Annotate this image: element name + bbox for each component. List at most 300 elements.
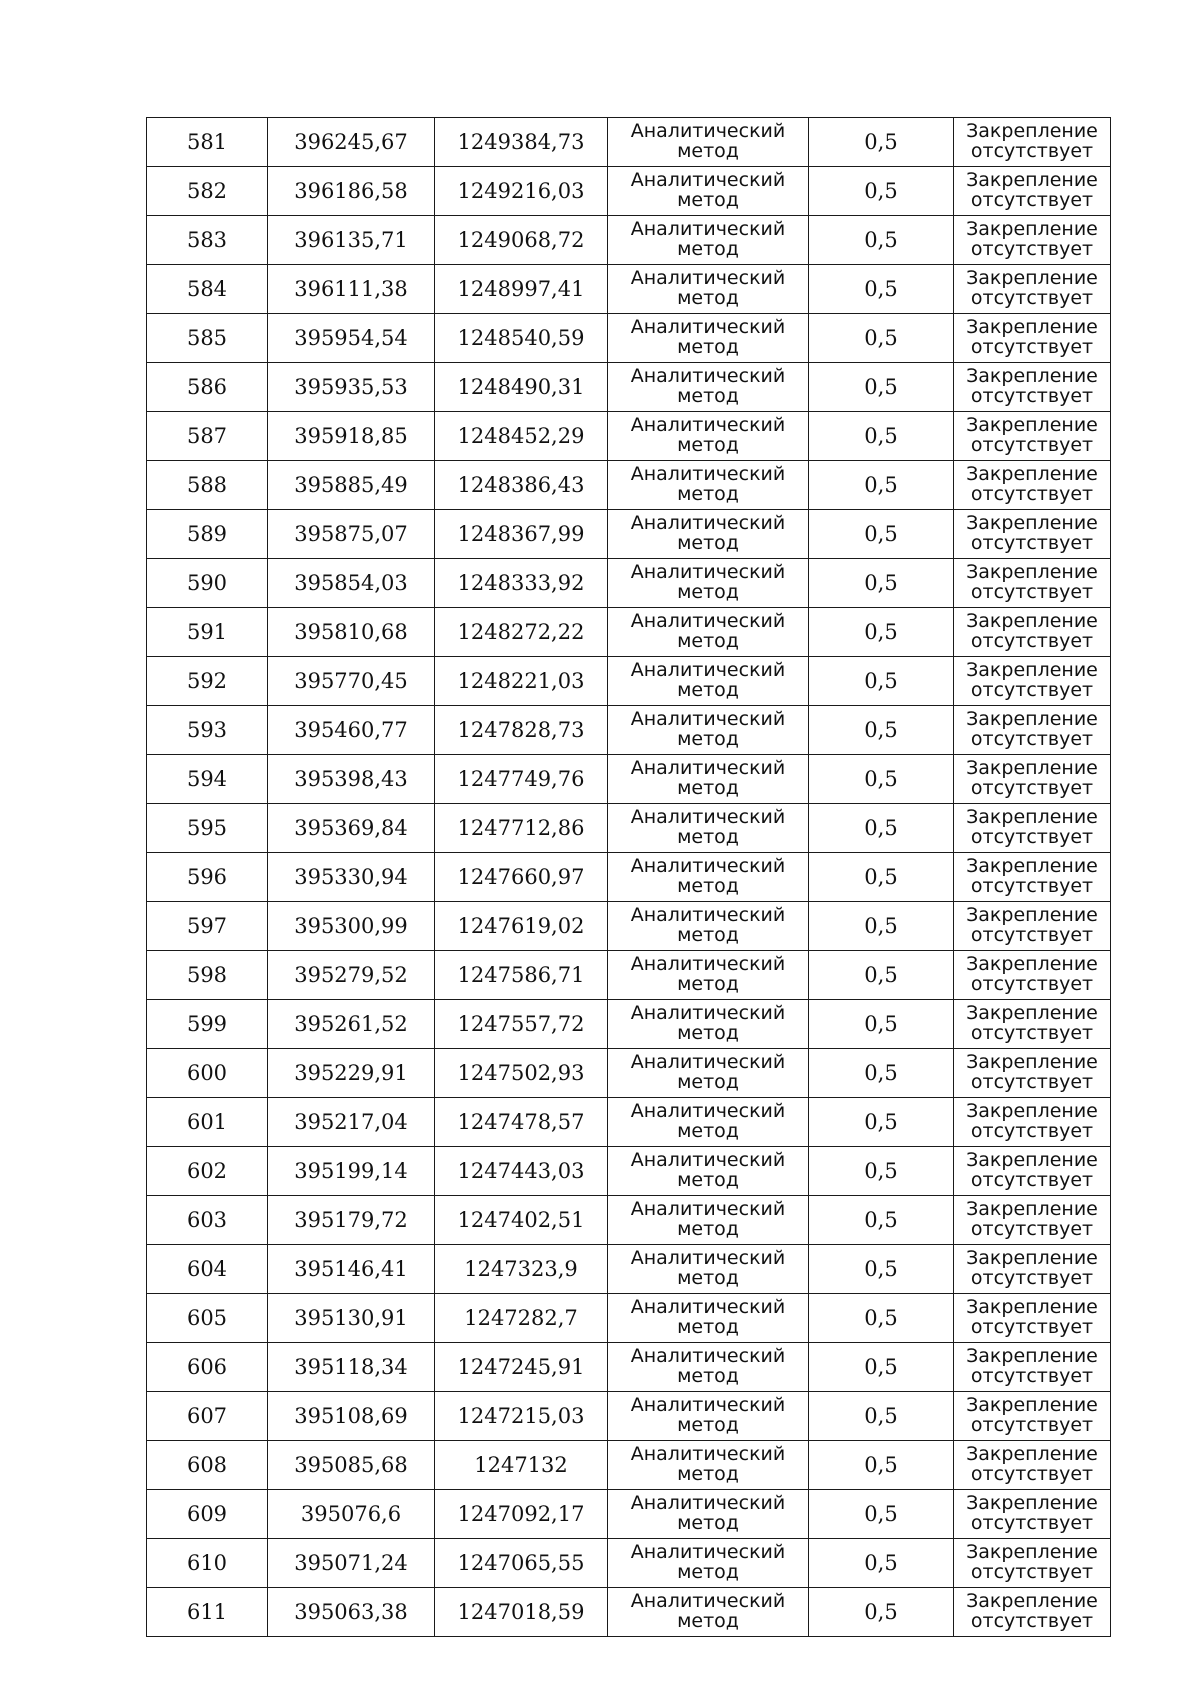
y-coordinate-cell: 1247712,86 [435, 804, 608, 853]
method-cell [608, 412, 809, 461]
method-text: Аналитический [630, 365, 786, 387]
x-coordinate-cell: 395300,99 [268, 902, 435, 951]
x-coordinate-cell: 395330,94 [268, 853, 435, 902]
method-text: метод [677, 924, 739, 946]
fixing-description-text: отсутствует [970, 728, 1094, 750]
fixing-description-text: Закрепление [966, 659, 1098, 681]
fixing-description-cell [954, 1441, 1111, 1490]
table-row [147, 167, 1111, 216]
table-row [147, 1098, 1111, 1147]
point-number-cell: 588 [147, 461, 268, 510]
point-number-cell: 611 [147, 1588, 268, 1637]
fixing-description-text: Закрепление [966, 1590, 1098, 1612]
point-number-cell: 605 [147, 1294, 268, 1343]
accuracy-cell: 0,5 [809, 314, 954, 363]
x-coordinate-cell: 395179,72 [268, 1196, 435, 1245]
fixing-description-cell [954, 314, 1111, 363]
method-text: метод [677, 1218, 739, 1240]
y-coordinate-cell: 1247828,73 [435, 706, 608, 755]
x-coordinate-cell: 395885,49 [268, 461, 435, 510]
method-text: метод [677, 1561, 739, 1583]
method-text: Аналитический [630, 1100, 786, 1122]
table-row [147, 755, 1111, 804]
fixing-description-text: Закрепление [966, 1051, 1098, 1073]
x-coordinate-cell: 395770,45 [268, 657, 435, 706]
table-row [147, 657, 1111, 706]
point-number-cell: 610 [147, 1539, 268, 1588]
x-coordinate-cell: 395130,91 [268, 1294, 435, 1343]
table-row [147, 1196, 1111, 1245]
method-text: метод [677, 483, 739, 505]
method-text: метод [677, 1610, 739, 1632]
accuracy-cell: 0,5 [809, 1000, 954, 1049]
x-coordinate-cell: 395935,53 [268, 363, 435, 412]
fixing-description-text: отсутствует [970, 189, 1094, 211]
x-coordinate-cell: 395076,6 [268, 1490, 435, 1539]
accuracy-cell: 0,5 [809, 1441, 954, 1490]
accuracy-cell: 0,5 [809, 1588, 954, 1637]
fixing-description-cell [954, 118, 1111, 167]
accuracy-cell: 0,5 [809, 608, 954, 657]
method-cell [608, 167, 809, 216]
accuracy-cell: 0,5 [809, 706, 954, 755]
method-cell [608, 510, 809, 559]
fixing-description-cell [954, 1245, 1111, 1294]
table-row [147, 559, 1111, 608]
point-number-cell: 597 [147, 902, 268, 951]
fixing-description-text: отсутствует [970, 532, 1094, 554]
table-row [147, 951, 1111, 1000]
method-text: Аналитический [630, 1198, 786, 1220]
fixing-description-cell [954, 853, 1111, 902]
fixing-description-text: Закрепление [966, 463, 1098, 485]
method-text: Аналитический [630, 708, 786, 730]
fixing-description-text: Закрепление [966, 610, 1098, 632]
point-number-cell: 581 [147, 118, 268, 167]
fixing-description-text: Закрепление [966, 1541, 1098, 1563]
method-cell [608, 1343, 809, 1392]
fixing-description-cell [954, 265, 1111, 314]
fixing-description-cell [954, 461, 1111, 510]
fixing-description-cell [954, 1539, 1111, 1588]
fixing-description-text: отсутствует [970, 973, 1094, 995]
fixing-description-cell [954, 1000, 1111, 1049]
method-text: Аналитический [630, 904, 786, 926]
y-coordinate-cell: 1248540,59 [435, 314, 608, 363]
x-coordinate-cell: 395810,68 [268, 608, 435, 657]
accuracy-cell: 0,5 [809, 951, 954, 1000]
method-text: метод [677, 140, 739, 162]
x-coordinate-cell: 395071,24 [268, 1539, 435, 1588]
accuracy-cell: 0,5 [809, 1539, 954, 1588]
method-cell [608, 265, 809, 314]
fixing-description-text: Закрепление [966, 512, 1098, 534]
fixing-description-text: Закрепление [966, 953, 1098, 975]
fixing-description-text: Закрепление [966, 1002, 1098, 1024]
fixing-description-text: отсутствует [970, 630, 1094, 652]
fixing-description-text: Закрепление [966, 267, 1098, 289]
method-cell [608, 118, 809, 167]
y-coordinate-cell: 1247323,9 [435, 1245, 608, 1294]
fixing-description-text: Закрепление [966, 1247, 1098, 1269]
accuracy-cell: 0,5 [809, 1294, 954, 1343]
y-coordinate-cell: 1248452,29 [435, 412, 608, 461]
fixing-description-cell [954, 902, 1111, 951]
x-coordinate-cell: 395854,03 [268, 559, 435, 608]
fixing-description-text: Закрепление [966, 806, 1098, 828]
table-row [147, 706, 1111, 755]
y-coordinate-cell: 1248386,43 [435, 461, 608, 510]
point-number-cell: 600 [147, 1049, 268, 1098]
method-text: метод [677, 238, 739, 260]
y-coordinate-cell: 1247018,59 [435, 1588, 608, 1637]
table-row [147, 363, 1111, 412]
fixing-description-text: отсутствует [970, 1561, 1094, 1583]
accuracy-cell: 0,5 [809, 853, 954, 902]
table-row [147, 1147, 1111, 1196]
point-number-cell: 582 [147, 167, 268, 216]
x-coordinate-cell: 395398,43 [268, 755, 435, 804]
fixing-description-text: Закрепление [966, 120, 1098, 142]
fixing-description-text: отсутствует [970, 287, 1094, 309]
method-text: Аналитический [630, 463, 786, 485]
accuracy-cell: 0,5 [809, 1147, 954, 1196]
method-text: метод [677, 1169, 739, 1191]
method-text: метод [677, 728, 739, 750]
method-text: метод [677, 1071, 739, 1093]
fixing-description-text: Закрепление [966, 414, 1098, 436]
x-coordinate-cell: 395369,84 [268, 804, 435, 853]
fixing-description-text: отсутствует [970, 1316, 1094, 1338]
point-number-cell: 599 [147, 1000, 268, 1049]
point-number-cell: 584 [147, 265, 268, 314]
fixing-description-text: Закрепление [966, 365, 1098, 387]
fixing-description-text: отсутствует [970, 140, 1094, 162]
method-text: Аналитический [630, 561, 786, 583]
method-cell [608, 1294, 809, 1343]
point-number-cell: 593 [147, 706, 268, 755]
point-number-cell: 598 [147, 951, 268, 1000]
fixing-description-text: отсутствует [970, 875, 1094, 897]
x-coordinate-cell: 395918,85 [268, 412, 435, 461]
method-text: Аналитический [630, 1541, 786, 1563]
fixing-description-cell [954, 1490, 1111, 1539]
method-cell [608, 706, 809, 755]
method-cell [608, 1000, 809, 1049]
method-text: Аналитический [630, 757, 786, 779]
method-text: Аналитический [630, 414, 786, 436]
point-number-cell: 583 [147, 216, 268, 265]
method-cell [608, 216, 809, 265]
method-text: метод [677, 336, 739, 358]
x-coordinate-cell: 395261,52 [268, 1000, 435, 1049]
accuracy-cell: 0,5 [809, 265, 954, 314]
accuracy-cell: 0,5 [809, 1098, 954, 1147]
method-text: метод [677, 973, 739, 995]
fixing-description-cell [954, 1049, 1111, 1098]
fixing-description-text: Закрепление [966, 708, 1098, 730]
fixing-description-text: Закрепление [966, 316, 1098, 338]
fixing-description-cell [954, 706, 1111, 755]
fixing-description-text: отсутствует [970, 483, 1094, 505]
method-text: Аналитический [630, 1296, 786, 1318]
y-coordinate-cell: 1248333,92 [435, 559, 608, 608]
fixing-description-cell [954, 1588, 1111, 1637]
table-row [147, 412, 1111, 461]
fixing-description-cell [954, 804, 1111, 853]
y-coordinate-cell: 1247557,72 [435, 1000, 608, 1049]
method-text: Аналитический [630, 1443, 786, 1465]
method-text: метод [677, 679, 739, 701]
point-number-cell: 604 [147, 1245, 268, 1294]
method-text: Аналитический [630, 1345, 786, 1367]
fixing-description-text: отсутствует [970, 1463, 1094, 1485]
table-row [147, 608, 1111, 657]
method-text: метод [677, 581, 739, 603]
table-row [147, 1049, 1111, 1098]
point-number-cell: 607 [147, 1392, 268, 1441]
method-text: Аналитический [630, 1051, 786, 1073]
fixing-description-text: Закрепление [966, 1100, 1098, 1122]
point-number-cell: 594 [147, 755, 268, 804]
method-cell [608, 1245, 809, 1294]
accuracy-cell: 0,5 [809, 1245, 954, 1294]
method-cell [608, 559, 809, 608]
x-coordinate-cell: 395146,41 [268, 1245, 435, 1294]
y-coordinate-cell: 1247749,76 [435, 755, 608, 804]
method-cell [608, 1049, 809, 1098]
accuracy-cell: 0,5 [809, 118, 954, 167]
y-coordinate-cell: 1247502,93 [435, 1049, 608, 1098]
accuracy-cell: 0,5 [809, 1490, 954, 1539]
fixing-description-text: отсутствует [970, 434, 1094, 456]
fixing-description-cell [954, 657, 1111, 706]
x-coordinate-cell: 395954,54 [268, 314, 435, 363]
y-coordinate-cell: 1247215,03 [435, 1392, 608, 1441]
method-text: метод [677, 287, 739, 309]
table-row [147, 1245, 1111, 1294]
x-coordinate-cell: 395063,38 [268, 1588, 435, 1637]
x-coordinate-cell: 395199,14 [268, 1147, 435, 1196]
method-cell [608, 804, 809, 853]
fixing-description-cell [954, 216, 1111, 265]
accuracy-cell: 0,5 [809, 755, 954, 804]
method-text: Аналитический [630, 806, 786, 828]
point-number-cell: 609 [147, 1490, 268, 1539]
method-text: Аналитический [630, 120, 786, 142]
method-text: Аналитический [630, 1394, 786, 1416]
method-cell [608, 1588, 809, 1637]
y-coordinate-cell: 1247660,97 [435, 853, 608, 902]
fixing-description-cell [954, 755, 1111, 804]
method-cell [608, 657, 809, 706]
fixing-description-text: отсутствует [970, 581, 1094, 603]
y-coordinate-cell: 1247478,57 [435, 1098, 608, 1147]
method-text: метод [677, 1316, 739, 1338]
method-text: метод [677, 1463, 739, 1485]
y-coordinate-cell: 1247092,17 [435, 1490, 608, 1539]
fixing-description-text: отсутствует [970, 1120, 1094, 1142]
fixing-description-text: отсутствует [970, 1169, 1094, 1191]
method-text: Аналитический [630, 1002, 786, 1024]
method-text: метод [677, 1365, 739, 1387]
fixing-description-text: отсутствует [970, 1267, 1094, 1289]
accuracy-cell: 0,5 [809, 1392, 954, 1441]
accuracy-cell: 0,5 [809, 363, 954, 412]
table-row [147, 1392, 1111, 1441]
method-text: метод [677, 434, 739, 456]
y-coordinate-cell: 1248997,41 [435, 265, 608, 314]
table-row [147, 1000, 1111, 1049]
point-number-cell: 587 [147, 412, 268, 461]
method-text: Аналитический [630, 610, 786, 632]
y-coordinate-cell: 1247132 [435, 1441, 608, 1490]
table-row [147, 510, 1111, 559]
method-text: Аналитический [630, 267, 786, 289]
fixing-description-text: отсутствует [970, 777, 1094, 799]
fixing-description-text: Закрепление [966, 1296, 1098, 1318]
x-coordinate-cell: 395217,04 [268, 1098, 435, 1147]
x-coordinate-cell: 395108,69 [268, 1392, 435, 1441]
table-row [147, 1294, 1111, 1343]
fixing-description-cell [954, 167, 1111, 216]
point-number-cell: 603 [147, 1196, 268, 1245]
fixing-description-cell [954, 1098, 1111, 1147]
method-text: Аналитический [630, 855, 786, 877]
fixing-description-text: Закрепление [966, 1149, 1098, 1171]
method-text: метод [677, 1512, 739, 1534]
table-row [147, 118, 1111, 167]
method-text: метод [677, 532, 739, 554]
method-text: Аналитический [630, 316, 786, 338]
x-coordinate-cell: 396186,58 [268, 167, 435, 216]
method-cell [608, 1147, 809, 1196]
fixing-description-text: Закрепление [966, 1198, 1098, 1220]
point-number-cell: 608 [147, 1441, 268, 1490]
y-coordinate-cell: 1247065,55 [435, 1539, 608, 1588]
fixing-description-cell [954, 363, 1111, 412]
fixing-description-text: Закрепление [966, 1394, 1098, 1416]
fixing-description-cell [954, 510, 1111, 559]
accuracy-cell: 0,5 [809, 167, 954, 216]
method-text: метод [677, 826, 739, 848]
table-row [147, 461, 1111, 510]
table-row [147, 314, 1111, 363]
method-text: метод [677, 189, 739, 211]
fixing-description-text: Закрепление [966, 169, 1098, 191]
fixing-description-text: отсутствует [970, 1071, 1094, 1093]
x-coordinate-cell: 395279,52 [268, 951, 435, 1000]
fixing-description-cell [954, 1196, 1111, 1245]
fixing-description-cell [954, 1294, 1111, 1343]
y-coordinate-cell: 1247402,51 [435, 1196, 608, 1245]
fixing-description-cell [954, 559, 1111, 608]
fixing-description-text: Закрепление [966, 1443, 1098, 1465]
fixing-description-text: отсутствует [970, 826, 1094, 848]
coordinates-table [146, 117, 1111, 1637]
fixing-description-cell [954, 1147, 1111, 1196]
table-row [147, 902, 1111, 951]
fixing-description-text: Закрепление [966, 855, 1098, 877]
fixing-description-text: Закрепление [966, 757, 1098, 779]
point-number-cell: 606 [147, 1343, 268, 1392]
y-coordinate-cell: 1248490,31 [435, 363, 608, 412]
table-row [147, 1539, 1111, 1588]
y-coordinate-cell: 1247282,7 [435, 1294, 608, 1343]
table-row [147, 804, 1111, 853]
method-text: Аналитический [630, 169, 786, 191]
y-coordinate-cell: 1248367,99 [435, 510, 608, 559]
fixing-description-text: Закрепление [966, 561, 1098, 583]
method-cell [608, 1539, 809, 1588]
method-cell [608, 1441, 809, 1490]
coordinates-table-body [147, 118, 1111, 1637]
point-number-cell: 586 [147, 363, 268, 412]
fixing-description-text: отсутствует [970, 1022, 1094, 1044]
y-coordinate-cell: 1248221,03 [435, 657, 608, 706]
method-cell [608, 461, 809, 510]
method-cell [608, 363, 809, 412]
fixing-description-text: отсутствует [970, 238, 1094, 260]
x-coordinate-cell: 396135,71 [268, 216, 435, 265]
fixing-description-cell [954, 1343, 1111, 1392]
fixing-description-text: Закрепление [966, 1492, 1098, 1514]
x-coordinate-cell: 396111,38 [268, 265, 435, 314]
table-row [147, 853, 1111, 902]
point-number-cell: 591 [147, 608, 268, 657]
accuracy-cell: 0,5 [809, 510, 954, 559]
fixing-description-text: отсутствует [970, 1365, 1094, 1387]
point-number-cell: 595 [147, 804, 268, 853]
method-text: Аналитический [630, 218, 786, 240]
accuracy-cell: 0,5 [809, 1049, 954, 1098]
accuracy-cell: 0,5 [809, 461, 954, 510]
point-number-cell: 590 [147, 559, 268, 608]
y-coordinate-cell: 1247245,91 [435, 1343, 608, 1392]
y-coordinate-cell: 1248272,22 [435, 608, 608, 657]
method-text: метод [677, 1267, 739, 1289]
accuracy-cell: 0,5 [809, 1343, 954, 1392]
accuracy-cell: 0,5 [809, 657, 954, 706]
y-coordinate-cell: 1249384,73 [435, 118, 608, 167]
method-cell [608, 1196, 809, 1245]
accuracy-cell: 0,5 [809, 216, 954, 265]
point-number-cell: 592 [147, 657, 268, 706]
fixing-description-text: отсутствует [970, 1610, 1094, 1632]
table-row [147, 1490, 1111, 1539]
method-cell [608, 1098, 809, 1147]
method-cell [608, 902, 809, 951]
fixing-description-text: отсутствует [970, 385, 1094, 407]
method-cell [608, 853, 809, 902]
point-number-cell: 585 [147, 314, 268, 363]
accuracy-cell: 0,5 [809, 559, 954, 608]
y-coordinate-cell: 1247443,03 [435, 1147, 608, 1196]
method-text: метод [677, 630, 739, 652]
point-number-cell: 589 [147, 510, 268, 559]
method-text: Аналитический [630, 512, 786, 534]
method-cell [608, 314, 809, 363]
method-text: Аналитический [630, 1247, 786, 1269]
method-text: Аналитический [630, 1492, 786, 1514]
method-text: Аналитический [630, 953, 786, 975]
fixing-description-text: отсутствует [970, 924, 1094, 946]
fixing-description-cell [954, 608, 1111, 657]
fixing-description-cell [954, 1392, 1111, 1441]
method-text: Аналитический [630, 1590, 786, 1612]
fixing-description-text: Закрепление [966, 1345, 1098, 1367]
method-cell [608, 755, 809, 804]
